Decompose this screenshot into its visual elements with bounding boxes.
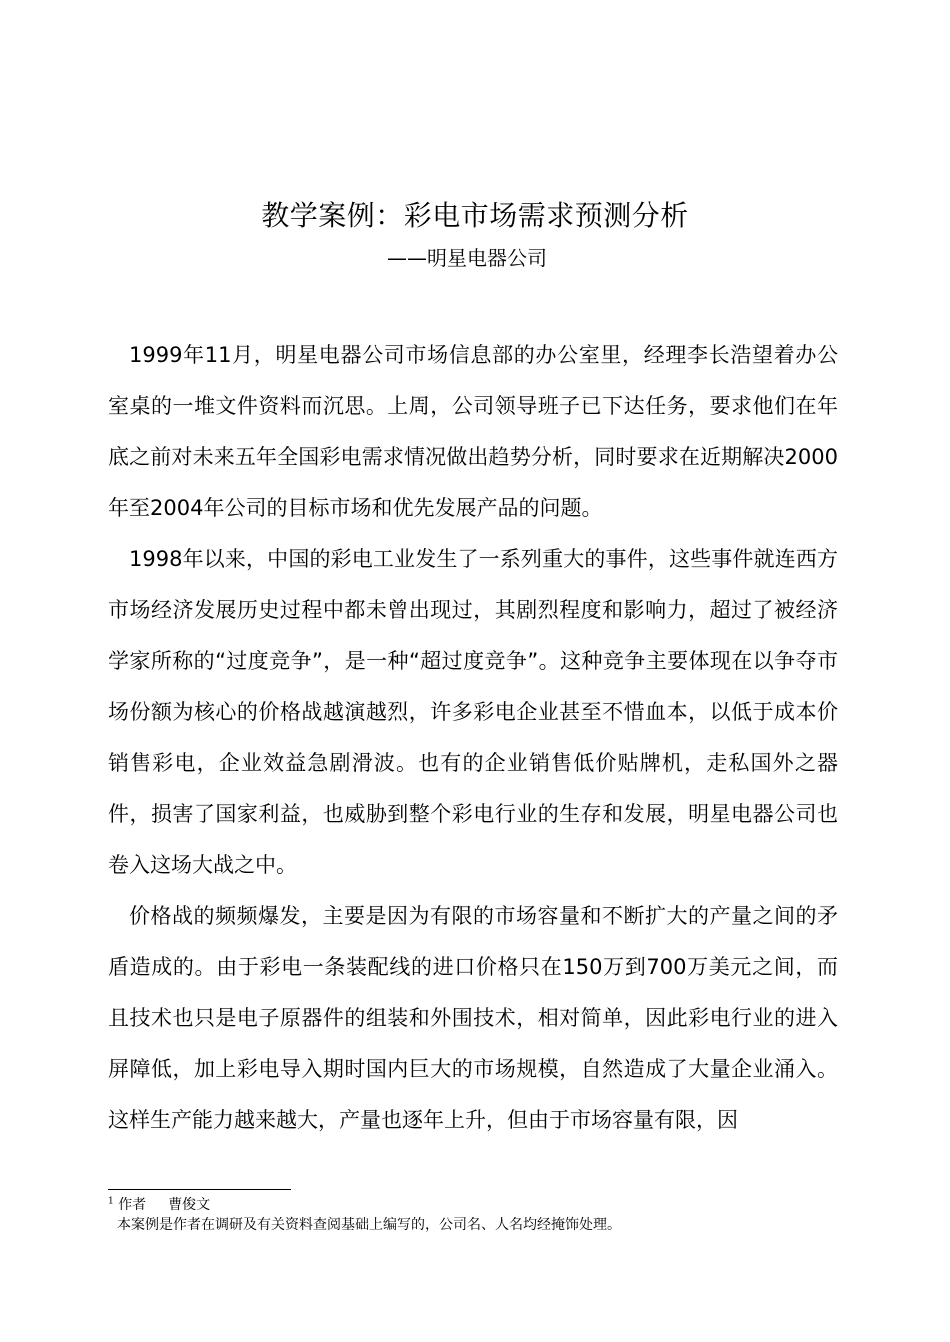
footnote-author-label: 作者 bbox=[118, 1197, 147, 1213]
footnote-note: 本案例是作者在调研及有关资料查阅基础上编写的，公司名、人名均经掩饰处理。 bbox=[117, 1217, 621, 1233]
document-title: 教学案例：彩电市场需求预测分析 bbox=[261, 199, 689, 232]
footnote-separator bbox=[108, 1189, 291, 1190]
footnote bbox=[108, 1195, 868, 1235]
paragraph: 1998年以来，中国的彩电工业发生了一系列重大的事件，这些事件就连西方市场经济发展历史过程中都未曾出现过，其剧烈程度和影响力，超过了被经济学家所称的“过度竞争”，是一种“超过度竞争”。这种竞争主要体现在以争夺市场份额为核心的价格战越演越烈，许多彩电企业甚至不惜血本，以低于成本价销售彩电，企业效益急剧滑波。也有的企业销售低价贴牌机，走私国外之器件，损害了国家利益，也威胁到整个彩电行业的生存和发展，明星电器公司也卷入这场大战之中。 bbox=[108, 547, 838, 877]
paragraph: 1999年11月，明星电器公司市场信息部的办公室里，经理李长浩望着办公室桌的一堆文件资料而沉思。上周，公司领导班子已下达任务，要求他们在年底之前对未来五年全国彩电需求情况做出趋势分析，同时要求在近期解决2000年至2004年公司的目标市场和优先发展产品的问题。 bbox=[108, 343, 838, 520]
document-subtitle: ——明星电器公司 bbox=[387, 246, 547, 270]
document-body bbox=[108, 330, 838, 1146]
paragraph: 价格战的频频爆发，主要是因为有限的市场容量和不断扩大的产量之间的矛盾造成的。由于彩电一条装配线的进口价格只在150万到700万美元之间，而且技术也只是电子原器件的组装和外围技术，相对简单，因此彩电行业的进入屏障低，加上彩电导入期时国内巨大的市场规模，自然造成了大量企业涌入。这样生产能力越来越大，产量也逐年上升，但由于市场容量有限，因 bbox=[108, 904, 838, 1132]
footnote-author-name: 曹俊文 bbox=[168, 1197, 211, 1213]
footnote-marker: 1 bbox=[108, 1196, 114, 1207]
footnote-author-line bbox=[108, 1195, 868, 1215]
